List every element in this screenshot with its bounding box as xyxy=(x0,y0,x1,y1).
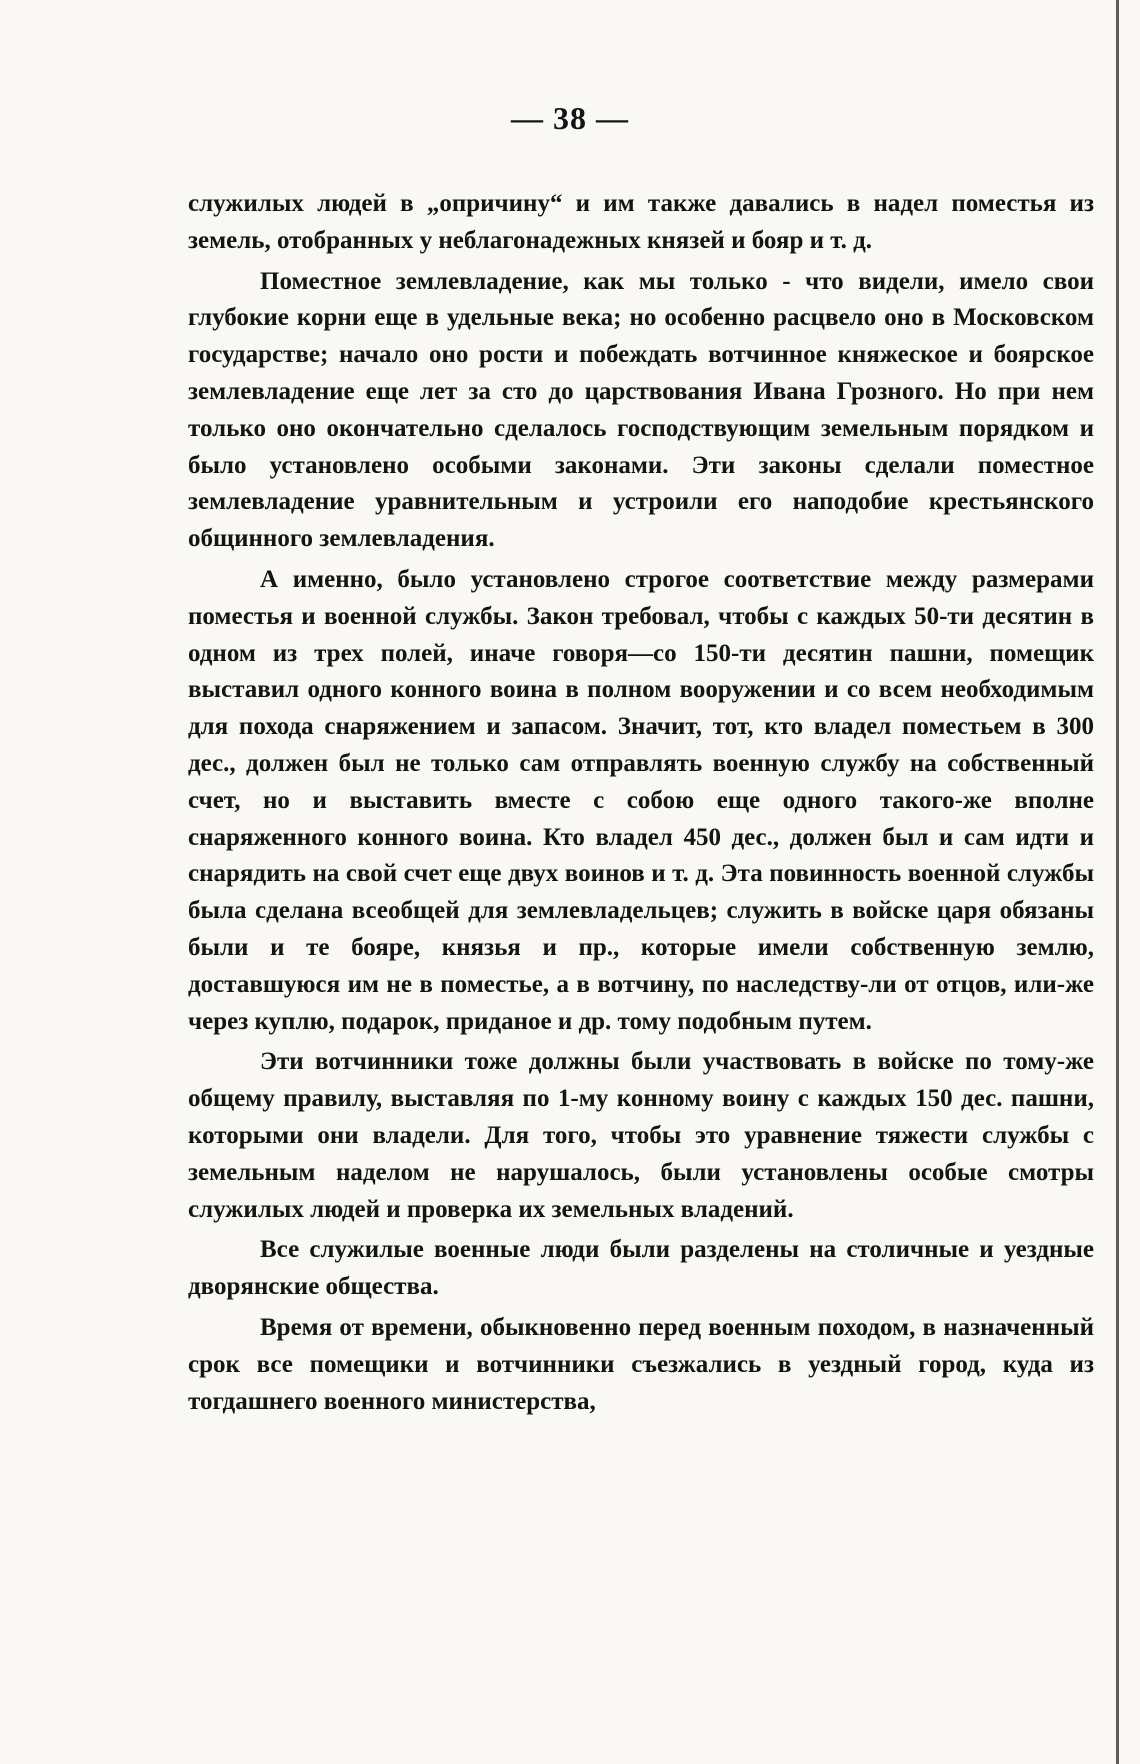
paragraph: А именно, было установлено строгое соответствие между размерами поместья и военной службы. Закон требовал, чтобы с каждых 50-ти десятин в одном из трех полей, иначе говоря—со 150-ти десятин пашни, помещик выставил одного конного воина в полном вооружении и со всем необходимым для похода снаряжением и запасом. Значит, тот, кто владел поместьем в 300 дес., должен был не только сам отправлять военную службу на собственный счет, но и выставить вместе с собою еще одного такого-же вполне снаряженного конного воина. Кто владел 450 дес., должен был и сам идти и снарядить на свой счет еще двух воинов и т. д. Эта повинность военной службы была сделана всеобщей для землевладельцев; служить в войске царя обязаны были и те бояре, князья и пр., которые имели собственную землю, доставшуюся им не в поместье, а в вотчину, по наследству-ли от отцов, или-же через куплю, подарок, приданое и др. тому подобным путем. xyxy=(188,565,1094,1035)
body-text xyxy=(188,186,1094,1420)
paragraph: Время от времени, обыкновенно перед военным походом, в назначенный срок все помещики и вотчинники съезжались в уездный город, куда из тогдашнего военного министерства, xyxy=(188,1313,1094,1415)
paragraph: Эти вотчинники тоже должны были участвовать в войске по тому-же общему правилу, выставляя по 1-му конному воину с каждых 150 дес. пашни, которыми они владели. Для того, чтобы это уравнение тяжести службы с земельным наделом не нарушалось, были установлены особые смотры служилых людей и проверка их земельных владений. xyxy=(188,1048,1094,1223)
paragraph-continued: служилых людей в „опричину“ и им также давались в надел поместья из земель, отобранных у неблагонадежных князей и бояр и т. д. xyxy=(188,190,1094,254)
paragraph: Поместное землевладение, как мы только - что видели, имело свои глубокие корни еще в удельные века; но особенно расцвело оно в Московском государстве; начало оно рости и побеждать вотчинное княжеское и боярское землевладение еще лет за сто до царствования Ивана Грозного. Но при нем только оно окончательно сделалось господствующим земельным порядком и было установлено особыми законами. Эти законы сделали поместное землевладение уравнительным и устроили его наподобие крестьянского общинного землевладения. xyxy=(188,267,1094,553)
paragraph: Все служилые военные люди были разделены на столичные и уездные дворянские общества. xyxy=(188,1236,1094,1301)
page-number: — 38 — xyxy=(511,100,629,136)
page-edge-border xyxy=(1116,0,1119,1764)
